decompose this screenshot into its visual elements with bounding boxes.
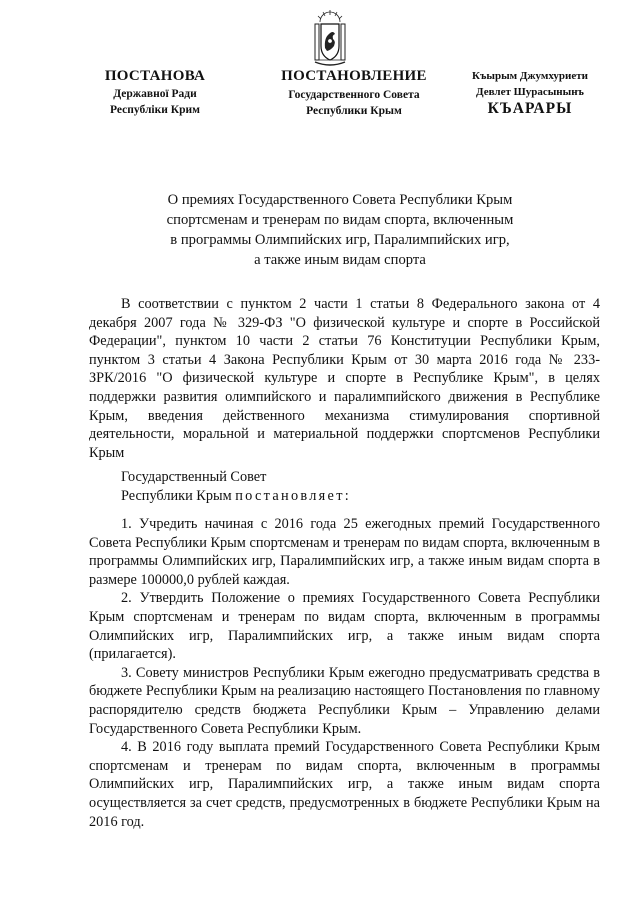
header-russian-line1: Государственного Совета	[288, 89, 420, 101]
council-line2-prefix: Республики Крым	[121, 488, 236, 504]
council-line1: Государственный Совет	[121, 469, 267, 485]
header-russian-title: ПОСТАНОВЛЕНИЕ	[281, 68, 427, 84]
header-ukrainian-title: ПОСТАНОВА	[104, 68, 206, 84]
header-ukrainian-line2: Республіки Крим	[110, 104, 200, 116]
header-ukrainian-line1: Державної Ради	[113, 88, 197, 100]
header-russian-line2: Республики Крым	[306, 105, 402, 117]
council-line2	[121, 487, 351, 506]
document-title-line: О премиях Государственного Совета Республики Крым	[167, 192, 513, 208]
document-title	[140, 190, 540, 270]
document-title-line: а также иным видам спорта	[254, 252, 426, 268]
header-russian	[268, 68, 440, 119]
resolution-item: 4. В 2016 году выплата премий Государственного Совета Республики Крым спортсменам и тренерам по видам спорта, включенным в программы Олимпийских игр, Паралимпийских игр, а также иным видам спорта осуществляется за счет средств, предусмотренных в бюджете Республики Крым на 2016 год.	[89, 739, 600, 830]
header-crimean-tatar	[455, 68, 605, 118]
document-title-line: спортсменам и тренерам по видам спорта, включенным	[166, 212, 514, 228]
resolution-item: 1. Учредить начиная с 2016 года 25 ежегодных премий Государственного Совета Республики Крым спортсменам и тренерам по видам спорта, включенным в программы Олимпийских игр, Паралимпийских игр, а также иным видам спорта в размере 100000,0 рублей каждая.	[89, 516, 600, 588]
preamble-paragraph: В соответствии с пунктом 2 части 1 статьи 8 Федерального закона от 4 декабря 2007 года № 329-ФЗ "О физической культуре и спорте в Российской Федерации", пунктом 10 части 2 статьи 76 Конституции Республики Крым, пунктом 3 статьи 4 Закона Республики Крым от 30 марта 2016 года № 233-ЗРК/2016 "О физической культуре и спорте в Республике Крым", в целях поддержки развития олимпийского и паралимпийского движения в Республике Крым, введения действенного механизма стимулирования спортивной деятельности, моральной и материальной поддержки спортсменов Республики Крым	[89, 296, 600, 461]
header-crimean-tatar-line1: Къырым Джумхуриети	[472, 70, 588, 82]
resolution-item: 3. Совету министров Республики Крым ежегодно предусматривать средства в бюджете Республики Крым на реализацию настоящего Постановления по главному распорядителю средств бюджета Республики Крым – Управлению делами Государственного Совета Республики Крым.	[89, 664, 600, 737]
crimea-coat-of-arms-icon	[311, 8, 349, 68]
header-ukrainian	[95, 68, 215, 118]
resolution-items	[89, 515, 600, 831]
resolution-item: 2. Утвердить Положение о премиях Государственного Совета Республики Крым спортсменам и тренерам по видам спорта, включенным в программы Олимпийских игр, Паралимпийских игр, а также иным видам спорта (прилагается).	[89, 590, 600, 663]
header-crimean-tatar-line2: Девлет Шурасынынъ	[476, 86, 584, 98]
council-verb: постановляет:	[235, 488, 352, 504]
header-crimean-tatar-title: КЪАРАРЫ	[487, 100, 573, 117]
council-resolution-phrase	[121, 468, 351, 506]
document-title-line: в программы Олимпийских игр, Паралимпийских игр,	[170, 232, 510, 248]
